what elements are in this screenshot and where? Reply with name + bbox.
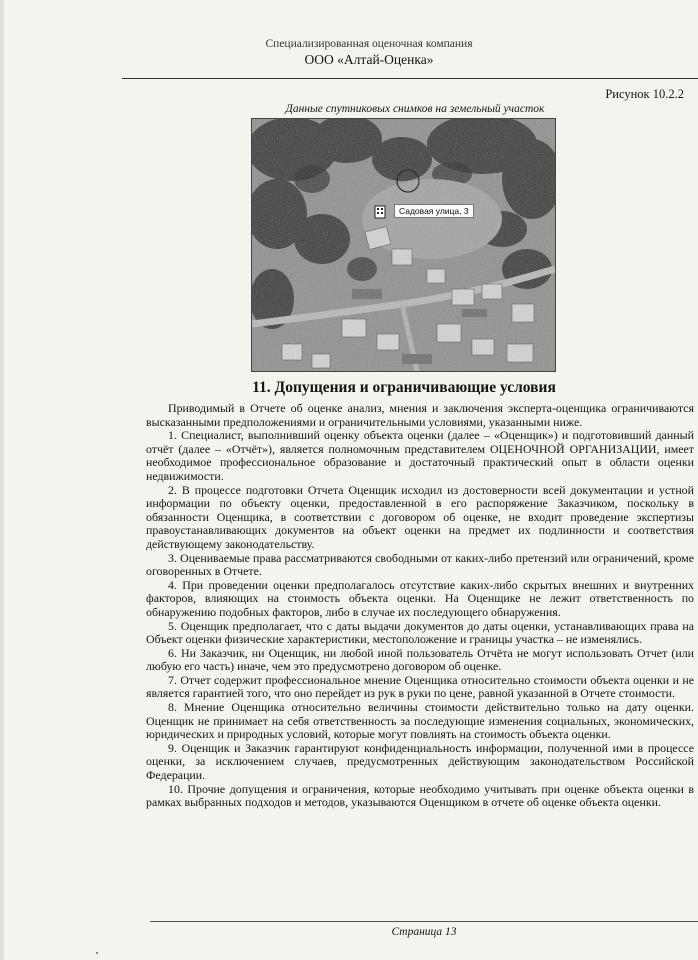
map-address-label: Садовая улица, 3: [394, 204, 474, 218]
paragraph-1: 1. Специалист, выполнивший оценку объекта оценки (далее – «Оценщик») и подготовивший данный отчёт (далее – «Отчёт»), является полномочным представителем ОЦЕНОЧНОЙ ОРГАНИЗАЦИИ, имеет необходимое профессиональное образование и достаточный практический опыт в области оценки недвижимости.: [146, 428, 694, 483]
paragraph-6: 6. Ни Заказчик, ни Оценщик, ни любой иной пользователь Отчёта не могут использовать Отчет (или любую его часть) иначе, чем это предусмотрено договором об оценке.: [146, 645, 694, 674]
figure-caption: Данные спутниковых снимков на земельный участок: [285, 103, 545, 115]
paragraph-5: 5. Оценщик предполагает, что с даты выдачи документов до даты оценки, устанавливающих права на Объект оценки физические характеристики, местоположение и границы участка – не изменялись.: [146, 618, 694, 647]
footer-rule: [150, 921, 698, 922]
section-title: 11. Допущения и ограничивающие условия: [252, 379, 556, 396]
paragraph-10: 10. Прочие допущения и ограничения, которые необходимо учитывать при оценке объекта оценки в рамках выбранных подходов и методов, указываются Оценщиком в отчете об оценке объекта оценки.: [146, 781, 694, 810]
paragraph-intro: Приводимый в Отчете об оценке анализ, мнения и заключения эксперта-оценщика ограничиваются высказанными предположениями и ограничительными условиями, указанными ниже.: [146, 401, 694, 429]
scan-left-edge: [0, 0, 4, 960]
satellite-photo: [252, 119, 555, 371]
company-name: ООО «Алтай-Оценка»: [304, 52, 434, 67]
page-number: Страница 13: [391, 926, 457, 938]
paragraph-3: 3. Оцениваемые права рассматриваются свободными от каких-либо претензий или ограничений, кроме оговоренных в Отчете.: [146, 550, 694, 579]
header-rule: [122, 78, 698, 79]
scan-dot: [96, 952, 98, 954]
paragraph-2: 2. В процессе подготовки Отчета Оценщик исходил из достоверности всей документации и устной информации по объекту оценки, предоставленной в его распоряжение Заказчиком, поскольку в обязанности Оценщика, в соответствии с договором об оценке, не входит проведение экспертизы правоустанавливающих документов на объект оценки на предмет их подлинности и соответствия действующему законодательству.: [146, 482, 694, 551]
paragraph-7: 7. Отчет содержит профессиональное мнение Оценщика относительно стоимости объекта оценки и не является гарантией того, что оно перейдет из рук в руки по цене, равной указанной в Отчете стоимости.: [146, 672, 694, 701]
section-body: [146, 402, 694, 810]
satellite-image: [251, 118, 556, 372]
document-header: [0, 38, 698, 68]
paragraph-4: 4. При проведении оценки предполагалось отсутствие каких-либо скрытых внешних и внутренних факторов, влияющих на стоимость объекта оценки. На Оценщике не лежит ответственность по обнаружению подобных факторов, либо в случае их последующего обнаружения.: [146, 577, 694, 619]
paragraph-9: 9. Оценщик и Заказчик гарантируют конфиденциальность информации, полученной ими в процессе оценки, за исключением случаев, предусмотренных действующим законодательством Российской Федерации.: [146, 740, 694, 783]
company-type: Специализированная оценочная компания: [265, 38, 473, 50]
figure-label: Рисунок 10.2.2: [605, 87, 684, 101]
building-pin-icon: [374, 204, 386, 219]
paragraph-8: 8. Мнение Оценщика относительно величины стоимости действительно только на дату оценки. Оценщик не принимает на себя ответственность за последующие изменения социальных, экономических, юридических и природных условий, которые могут повлиять на стоимость объекта оценки.: [146, 700, 694, 742]
